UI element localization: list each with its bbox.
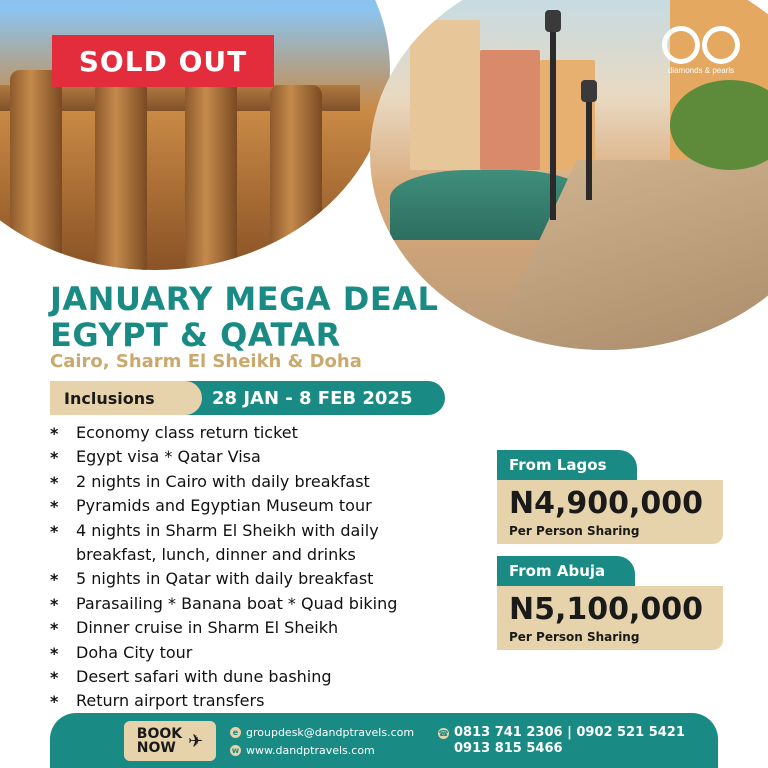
bullet-star-icon: *	[50, 643, 59, 663]
travel-dates: 28 JAN - 8 FEB 2025	[212, 387, 413, 409]
email-icon: e	[230, 727, 241, 738]
airplane-icon: ✈	[188, 730, 204, 752]
price-note: Per Person Sharing	[509, 524, 640, 538]
bullet-star-icon: *	[50, 619, 59, 639]
bullet-star-icon: *	[50, 668, 59, 688]
book-label: BOOK	[136, 726, 183, 742]
bullet-star-icon: *	[50, 497, 59, 517]
contact-footer	[50, 713, 718, 768]
phone-numbers-line1[interactable]: 0813 741 2306 | 0902 521 5421	[454, 725, 685, 740]
inclusions-banner	[50, 381, 445, 415]
phone-icon: ☎	[438, 729, 449, 738]
website-link[interactable]: www.dandptravels.com	[246, 744, 375, 757]
logo-text: diamonds & pearls	[667, 66, 735, 75]
list-item: * Desert safari with dune bashing	[50, 665, 500, 689]
list-item: * Dinner cruise in Sharm El Sheikh	[50, 616, 500, 640]
list-item: * Return airport transfers	[50, 689, 500, 713]
email-link[interactable]: groupdesk@dandptravels.com	[246, 726, 415, 739]
bullet-star-icon: *	[50, 692, 59, 712]
bullet-star-icon: *	[50, 594, 59, 614]
bullet-star-icon: *	[50, 472, 59, 492]
price-amount: N4,900,000	[509, 486, 704, 521]
destinations-subtitle: Cairo, Sharm El Sheikh & Doha	[50, 351, 362, 372]
list-item: * 5 nights in Qatar with daily breakfast	[50, 567, 500, 591]
bullet-star-icon: *	[50, 521, 59, 541]
list-item: * Egypt visa * Qatar Visa	[50, 445, 500, 469]
price-card-abuja	[497, 556, 723, 650]
list-item: breakfast, lunch, dinner and drinks	[76, 545, 356, 565]
now-label: NOW	[136, 740, 176, 756]
bullet-star-icon: *	[50, 424, 59, 443]
brand-logo	[656, 26, 746, 75]
headline-line2: EGYPT & QATAR	[50, 316, 341, 354]
phone-contact[interactable]	[438, 725, 685, 757]
list-item: * Parasailing * Banana boat * Quad biking	[50, 592, 500, 616]
headline-line1: JANUARY MEGA DEAL	[50, 280, 439, 318]
list-item: * Economy class return ticket	[50, 421, 500, 445]
price-amount: N5,100,000	[509, 592, 704, 627]
phone-numbers-line2[interactable]: 0913 815 5466	[454, 741, 563, 756]
web-icon: w	[231, 746, 240, 755]
bullet-star-icon: *	[50, 570, 59, 590]
bullet-star-icon: *	[50, 448, 59, 468]
inclusions-list	[50, 421, 500, 714]
price-note: Per Person Sharing	[509, 630, 640, 644]
list-item: * Doha City tour	[50, 641, 500, 665]
price-origin: From Abuja	[497, 556, 635, 586]
inclusions-label: Inclusions	[50, 381, 202, 415]
email-contact[interactable]	[230, 726, 414, 739]
list-item: * 2 nights in Cairo with daily breakfast	[50, 470, 500, 494]
logo-mark-icon	[656, 26, 746, 64]
book-now-button[interactable]	[124, 721, 216, 761]
price-card-lagos	[497, 450, 723, 544]
sold-out-badge: SOLD OUT	[52, 35, 274, 87]
list-item: * 4 nights in Sharm El Sheikh with daily	[50, 519, 500, 543]
website-contact[interactable]	[230, 744, 375, 757]
list-item: * Pyramids and Egyptian Museum tour	[50, 494, 500, 518]
price-origin: From Lagos	[497, 450, 637, 480]
